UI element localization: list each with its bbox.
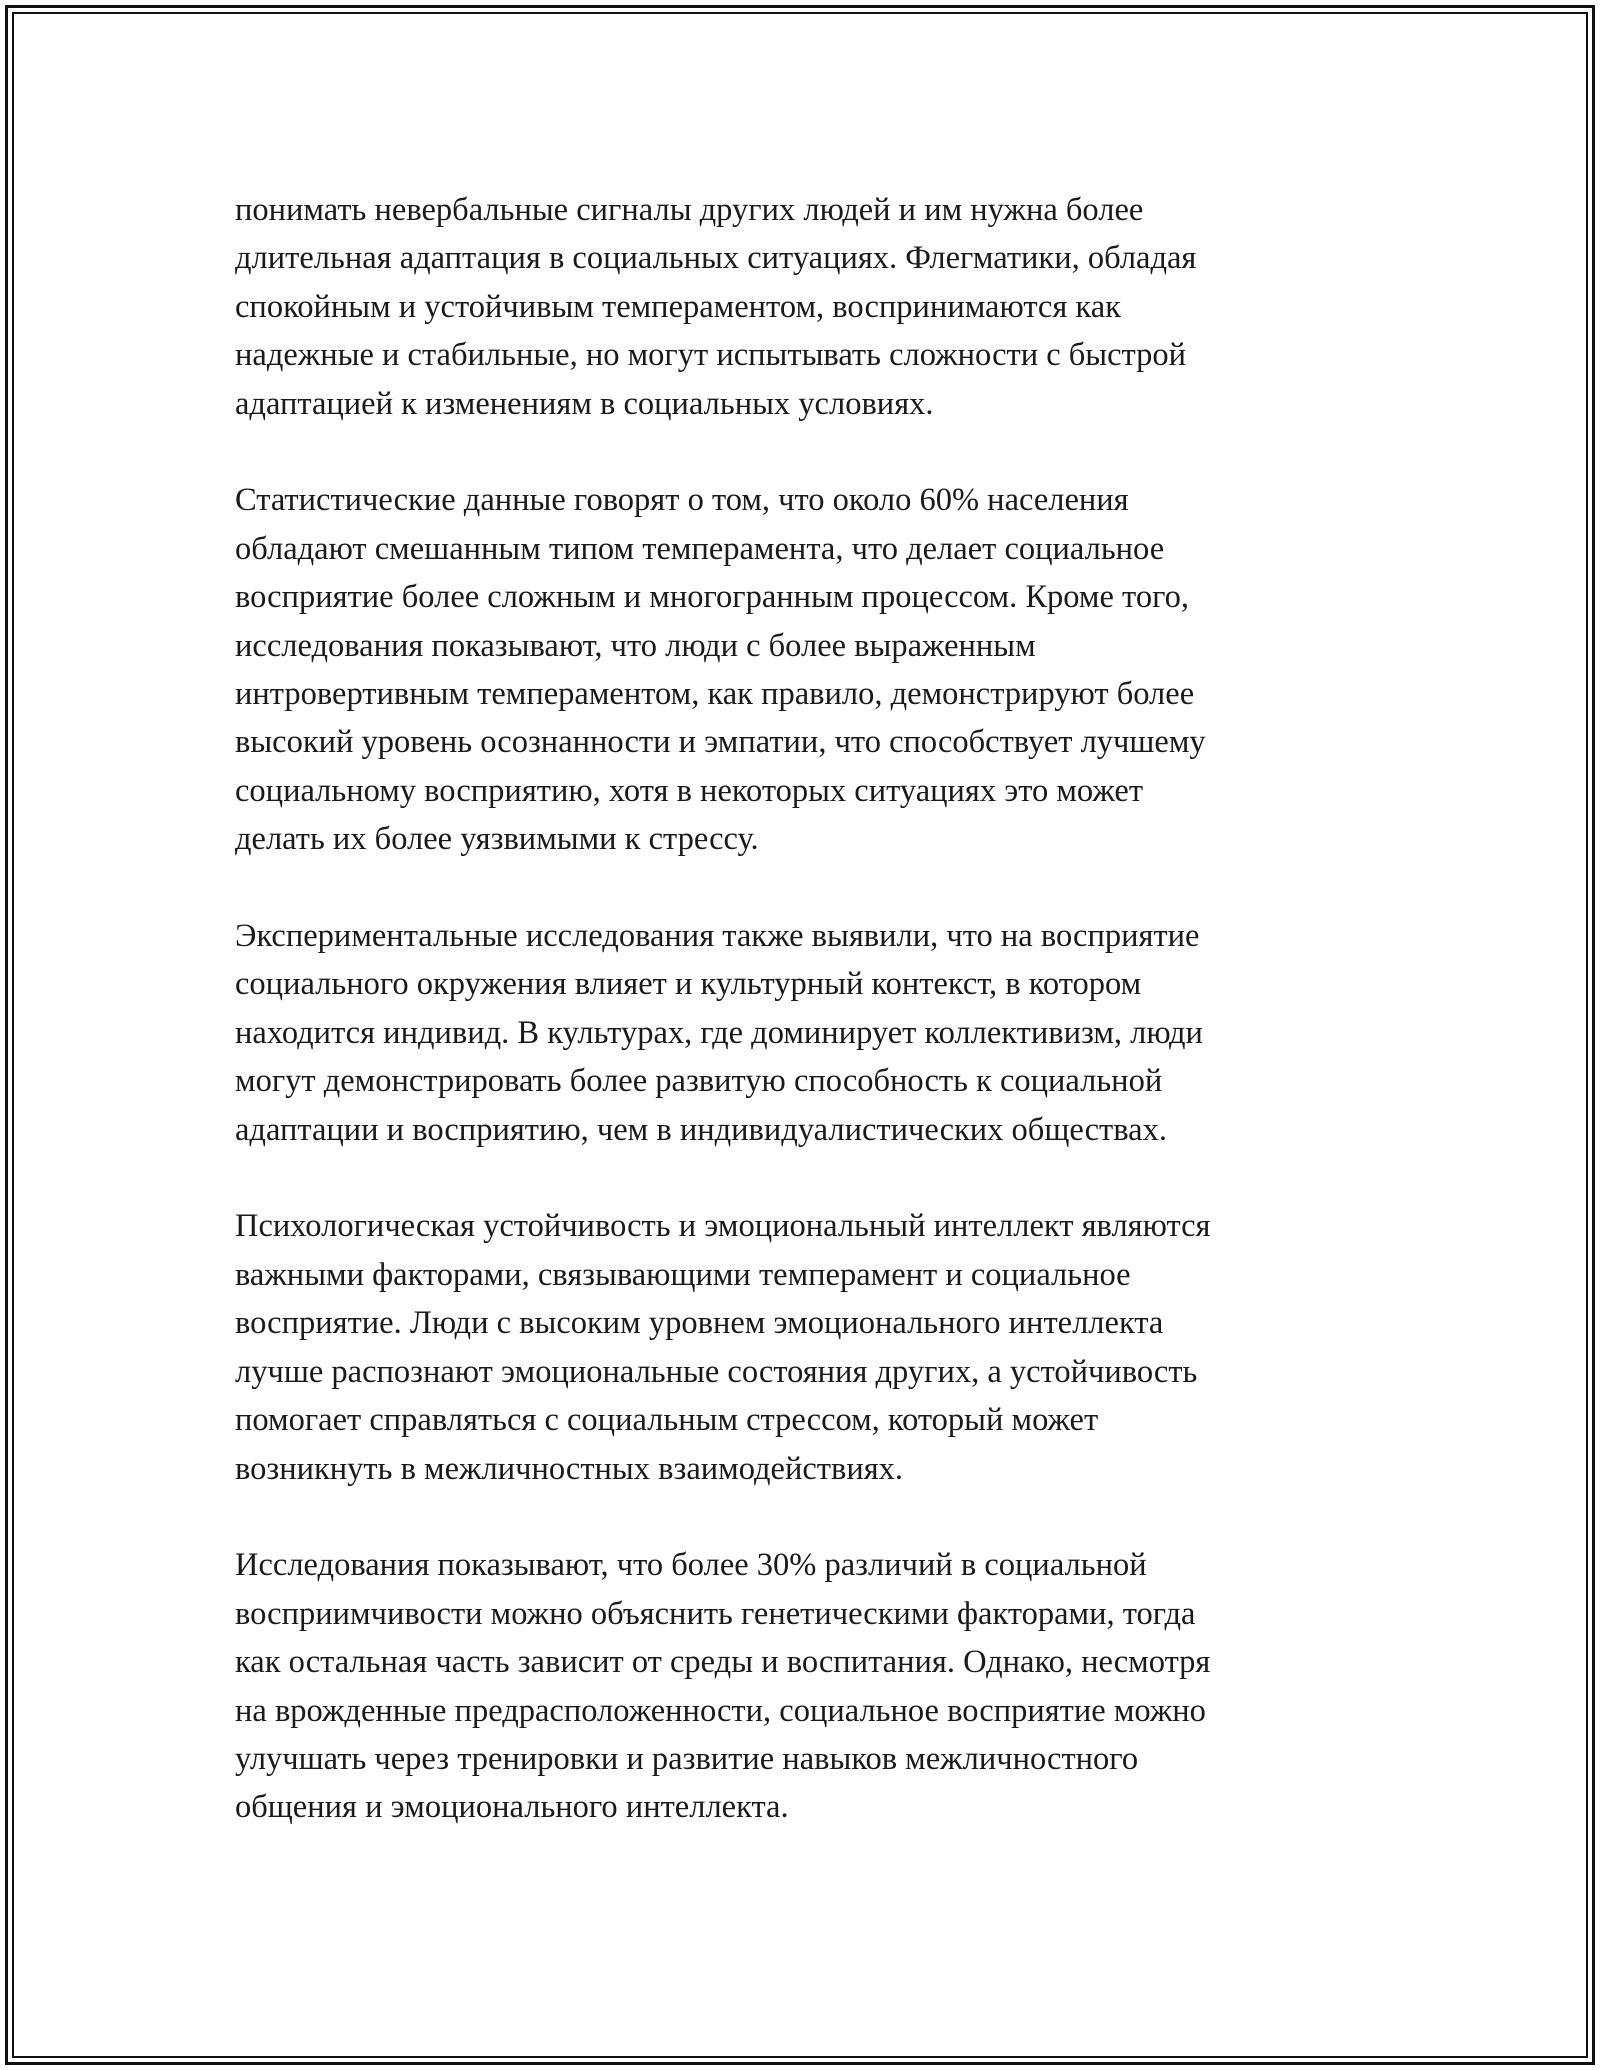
- text-line: интровертивным темпераментом, как правило, демонстрируют более: [235, 676, 1195, 713]
- text-line: важными факторами, связывающими темперамент и социальное: [235, 1256, 1131, 1293]
- text-line: восприимчивости можно объяснить генетическими факторами, тогда: [235, 1595, 1196, 1632]
- text-line: спокойным и устойчивым темпераментом, воспринимаются как: [235, 288, 1121, 325]
- text-line: восприятие. Люди с высоким уровнем эмоционального интеллекта: [235, 1305, 1164, 1342]
- text-line: на врожденные предрасположенности, социальное восприятие можно: [235, 1692, 1206, 1729]
- text-line: надежные и стабильные, но могут испытывать сложности с быстрой: [235, 337, 1187, 374]
- text-line: обладают смешанным типом темперамента, что делает социальное: [235, 530, 1165, 567]
- text-line: как остальная часть зависит от среды и воспитания. Однако, несмотря: [235, 1644, 1211, 1681]
- text-line: исследования показывают, что люди с более выраженным: [235, 627, 1036, 664]
- text-line: общения и эмоционального интеллекта.: [235, 1789, 789, 1826]
- text-line: адаптацией к изменениям в социальных условиях.: [235, 385, 934, 422]
- paragraph-4: [235, 1202, 1365, 1492]
- text-line: социальному восприятию, хотя в некоторых ситуациях это может: [235, 772, 1144, 809]
- text-line: восприятие более сложным и многогранным процессом. Кроме того,: [235, 579, 1189, 616]
- text-line: помогает справляться с социальным стрессом, который может: [235, 1402, 1099, 1439]
- text-line: Статистические данные говорят о том, что около 60% населения: [235, 482, 1129, 519]
- text-line: находится индивид. В культурах, где доминирует коллективизм, люди: [235, 1014, 1203, 1051]
- text-line: лучше распознают эмоциональные состояния других, а устойчивость: [235, 1353, 1198, 1390]
- paragraph-5: [235, 1541, 1365, 1831]
- text-line: улучшать через тренировки и развитие навыков межличностного: [235, 1740, 1139, 1777]
- text-line: делать их более уязвимыми к стрессу.: [235, 821, 759, 858]
- text-line: длительная адаптация в социальных ситуациях. Флегматики, обладая: [235, 240, 1197, 277]
- text-line: адаптации и восприятию, чем в индивидуалистических обществах.: [235, 1111, 1167, 1148]
- text-line: социального окружения влияет и культурный контекст, в котором: [235, 966, 1142, 1003]
- paragraph-3: [235, 912, 1365, 1154]
- text-line: понимать невербальные сигналы других людей и им нужна более: [235, 192, 1144, 228]
- text-line: высокий уровень осознанности и эмпатии, что способствует лучшему: [235, 724, 1206, 761]
- paragraph-2: [235, 476, 1365, 863]
- text-line: возникнуть в межличностных взаимодействиях.: [235, 1450, 904, 1487]
- document-body: [235, 186, 1365, 1832]
- paragraph-1: [235, 186, 1365, 428]
- text-line: могут демонстрировать более развитую способность к социальной: [235, 1063, 1163, 1100]
- text-line: Экспериментальные исследования также выявили, что на восприятие: [235, 918, 1200, 955]
- text-line: Исследования показывают, что более 30% различий в социальной: [235, 1547, 1147, 1584]
- text-line: Психологическая устойчивость и эмоциональный интеллект являются: [235, 1208, 1211, 1245]
